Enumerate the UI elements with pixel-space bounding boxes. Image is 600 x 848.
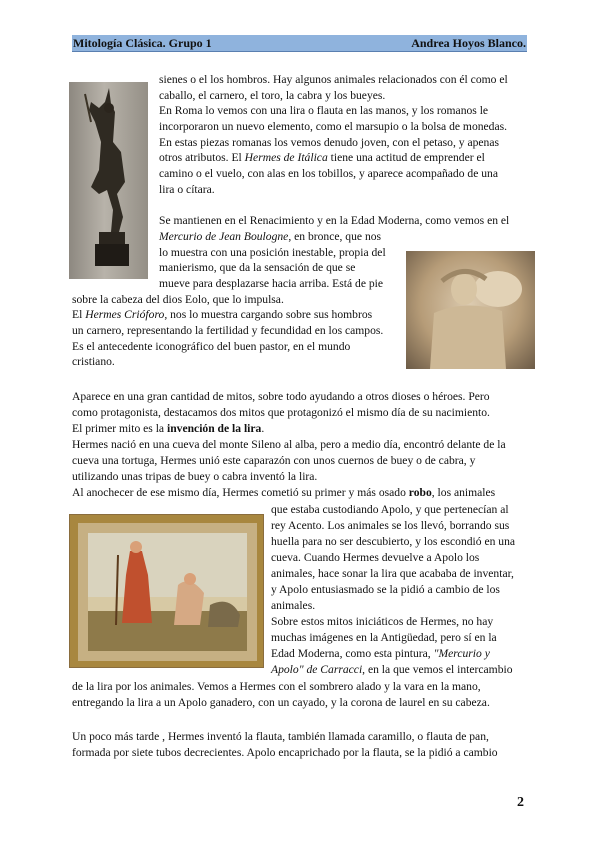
paragraph-line: incorporaron un nuevo elemento, como el marsupio o la bolsa de monedas. [159, 120, 508, 133]
paragraph-line: animales. [271, 599, 316, 612]
paragraph-line: Al anochecer de ese mismo día, Hermes cometió su primer y más osado robo, los animales [72, 486, 496, 499]
mercurio-apolo-image [70, 515, 264, 668]
paragraph-line: y Apolo entusiasmado se la pidió a cambio de los [271, 583, 500, 596]
mercurio-apolo-figure [69, 514, 264, 668]
hermes-crioforo-figure [406, 251, 535, 369]
header-author: Andrea Hoyos Blanco. [411, 35, 526, 50]
paragraph-line: lo muestra con una posición inestable, propia del [159, 246, 386, 259]
paragraph-line: como protagonista, destacamos dos mitos que protagonizó el mismo día de su nacimiento. [72, 406, 490, 419]
page-header [72, 35, 527, 52]
paragraph-line: Sobre estos mitos iniciáticos de Hermes, no hay [271, 615, 494, 628]
paragraph-line: En estas piezas romanas los vemos denudo joven, con el petaso, y apenas [159, 136, 499, 149]
paragraph-line: huella para no ser descubierto, y los escondió en una [271, 535, 516, 548]
paragraph-line: utilizando unas tripas de buey o cabra inventó la lira. [72, 470, 318, 483]
hermes-bronze-figure [69, 82, 148, 279]
paragraph-line: formada por siete tubos decrecientes. Apolo encaprichado por la flauta, se la pidió a cambio [72, 746, 498, 759]
header-course: Mitología Clásica. Grupo 1 [73, 35, 212, 50]
paragraph-line: cueva una tortuga, Hermes unió este caparazón con unos cuernos de buey o de cabra, y [72, 454, 476, 467]
paragraph-line: otros atributos. El Hermes de Itálica tiene una actitud de emprender el [159, 151, 485, 164]
paragraph-line: sobre la cabeza del dios Eolo, que lo impulsa. [72, 293, 284, 306]
paragraph-line: de la lira por los animales. Vemos a Hermes con el sombrero alado y la vara en la mano, [72, 680, 481, 693]
paragraph-line: rey Acento. Los animales se los llevó, borrando sus [271, 519, 510, 532]
paragraph-line: Apolo" de Carracci, en la que vemos el intercambio [271, 663, 513, 676]
paragraph-line: Mercurio de Jean Boulogne, en bronce, que nos [159, 230, 382, 243]
paragraph-line: animales, hace sonar la lira que acababa de inventar, [271, 567, 514, 580]
paragraph-line: un carnero, representando la fertilidad y fecundidad en los campos. [72, 324, 384, 337]
paragraph-line: Un poco más tarde , Hermes inventó la flauta, también llamada caramillo, o flauta de pan, [72, 730, 489, 743]
hermes-crioforo-image [406, 251, 535, 369]
paragraph-line: mueve para desplazarse hacia arriba. Está de pie [159, 277, 384, 290]
paragraph-line: cristiano. [72, 355, 115, 368]
paragraph-line: caballo, el carnero, el toro, la cabra y los bueyes. [159, 89, 386, 102]
paragraph-line: En Roma lo vemos con una lira o flauta en las manos, y los romanos le [159, 104, 489, 117]
paragraph-line: entregando la lira a un Apolo ganadero, con un cayado, y la corona de laurel en su cabeza. [72, 696, 490, 709]
hermes-bronze-image [69, 82, 148, 279]
paragraph-line: cueva. Cuando Hermes devuelve a Apolo los [271, 551, 480, 564]
paragraph-line: El primer mito es la invención de la lira. [72, 422, 265, 435]
paragraph-line: Hermes nació en una cueva del monte Sileno al alba, pero a medio día, encontró delante de la [72, 438, 506, 451]
paragraph-line: camino o el vuelo, con alas en los tobillos, y aparece acompañado de una [159, 167, 498, 180]
paragraph-line: Se mantienen en el Renacimiento y en la Edad Moderna, como vemos en el [159, 214, 510, 227]
paragraph-line: lira o cítara. [159, 183, 215, 196]
paragraph-line: El Hermes Crióforo, nos lo muestra cargando sobre sus hombros [72, 308, 373, 321]
paragraph-line: muchas imágenes en la Antigüedad, pero sí en la [271, 631, 497, 644]
paragraph-line: sienes o el los hombros. Hay algunos animales relacionados con él como el [159, 73, 508, 86]
paragraph-line: Es el antecedente iconográfico del buen pastor, en el mundo [72, 340, 351, 353]
page-number: 2 [517, 795, 524, 810]
paragraph-line: Edad Moderna, como esta pintura, "Mercurio y [271, 647, 490, 660]
paragraph-line: manierismo, que da la sensación de que se [159, 261, 356, 274]
paragraph-line: Aparece en una gran cantidad de mitos, sobre todo ayudando a otros dioses o héroes. Pero [72, 390, 490, 403]
paragraph-line: que estaba custodiando Apolo, y que pertenecían al [271, 503, 509, 516]
